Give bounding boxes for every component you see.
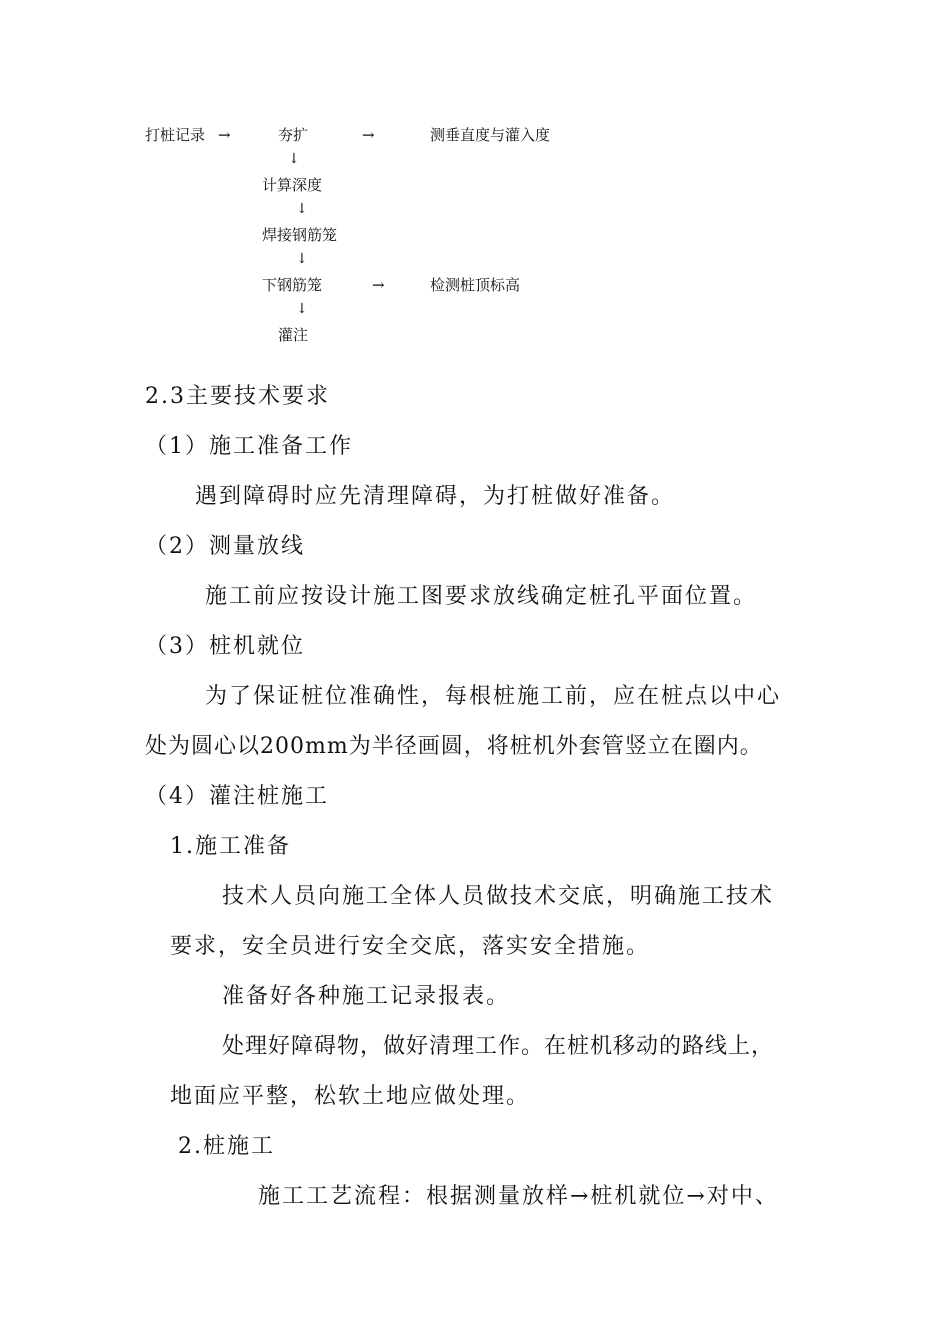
- flow-arrow-down: ↓: [296, 251, 308, 267]
- flow-arrow-down: ↓: [296, 301, 308, 317]
- flow-node-expansion: 夯扩: [278, 126, 309, 144]
- flow-node-pile-top: 检测桩顶标高: [430, 276, 521, 294]
- flow-arrow-right: →: [372, 276, 385, 294]
- subsection-title: （3）桩机就位: [145, 634, 305, 659]
- flow-node-piling-record: 打桩记录: [145, 126, 206, 144]
- subsection-title: （4）灌注桩施工: [145, 784, 329, 809]
- paragraph: 遇到障碍时应先清理障碍，为打桩做好准备。: [195, 484, 676, 509]
- paragraph-line: 要求，安全员进行安全交底，落实安全措施。: [170, 934, 651, 959]
- paragraph-line: 技术人员向施工全体人员做技术交底，明确施工技术: [222, 884, 775, 909]
- subsection-title: （2）测量放线: [145, 534, 305, 559]
- flow-arrow-down: ↓: [296, 201, 308, 217]
- numbered-title: 1.施工准备: [170, 834, 291, 859]
- numbered-title: 2.桩施工: [178, 1134, 275, 1159]
- paragraph-line: 处理好障碍物，做好清理工作。在桩机移动的路线上，: [222, 1034, 775, 1059]
- flow-arrow-right: →: [362, 126, 375, 144]
- paragraph-line: 处为圆心以200mm为半径画圆，将桩机外套管竖立在圈内。: [145, 734, 763, 759]
- flow-node-calc-depth: 计算深度: [262, 176, 323, 194]
- flow-node-lower-cage: 下钢筋笼: [262, 276, 323, 294]
- paragraph: 施工前应按设计施工图要求放线确定桩孔平面位置。: [205, 584, 758, 609]
- flow-node-weld-cage: 焊接钢筋笼: [262, 226, 338, 244]
- flow-arrow-right: →: [218, 126, 231, 144]
- paragraph-line: 为了保证桩位准确性，每根桩施工前，应在桩点以中心: [205, 684, 782, 709]
- paragraph-line: 施工工艺流程：根据测量放样→桩机就位→对中、: [258, 1184, 779, 1209]
- flow-node-verticality: 测垂直度与灌入度: [430, 126, 551, 144]
- flow-arrow-down: ↓: [288, 151, 300, 167]
- subsection-title: （1）施工准备工作: [145, 434, 353, 459]
- flow-node-pouring: 灌注: [278, 326, 309, 344]
- section-heading: 2.3主要技术要求: [145, 384, 330, 409]
- paragraph-line: 地面应平整，松软土地应做处理。: [170, 1084, 531, 1109]
- paragraph: 准备好各种施工记录报表。: [222, 984, 511, 1009]
